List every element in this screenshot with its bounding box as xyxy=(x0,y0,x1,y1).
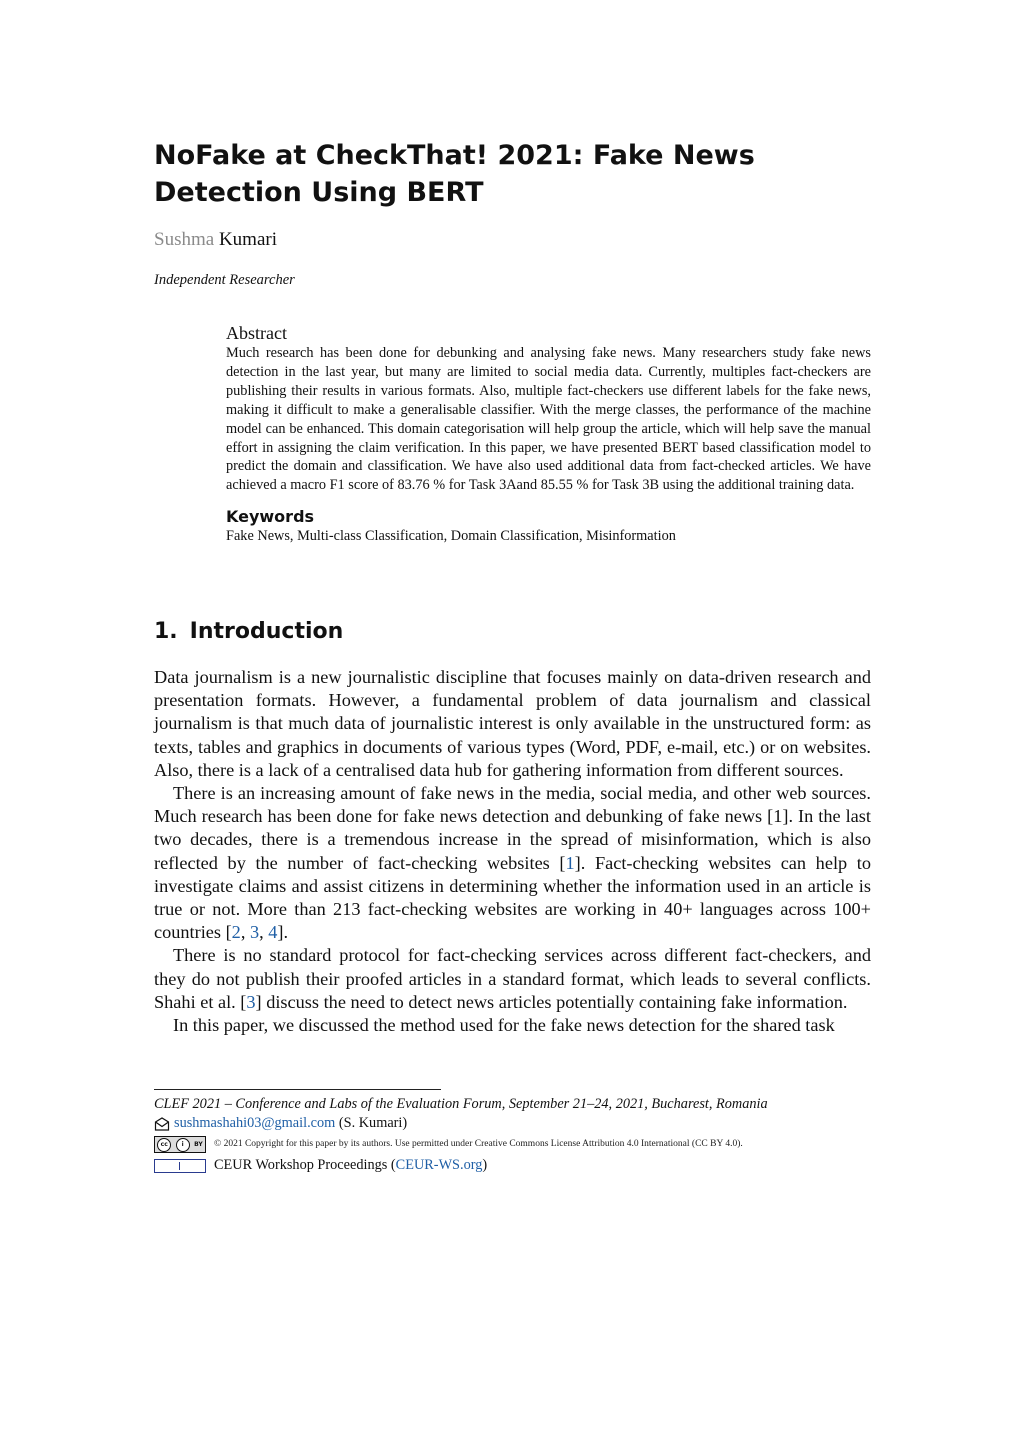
proceedings-paren-close: ) xyxy=(482,1157,488,1173)
affiliation: Independent Researcher xyxy=(154,272,295,288)
paragraph-2-text-b: ]. Fact-checking websites can help to investigate claims and assist citizens in determining whether the information used in an article is true or not. More than 213 fact-checking websites are working in 40+ languages across 100+ countries [ xyxy=(154,852,872,943)
paragraph-2 xyxy=(154,782,871,944)
email-row xyxy=(154,1114,874,1133)
proceedings-paren-open: ( xyxy=(390,1157,396,1173)
author-family-name: Kumari xyxy=(218,229,277,250)
paper-title: NoFake at CheckThat! 2021: Fake News Detection Using BERT xyxy=(154,140,755,208)
citation-link[interactable]: 3 xyxy=(246,991,256,1012)
citation-separator: , xyxy=(240,922,250,943)
citation-separator: , xyxy=(259,922,269,943)
paragraph-1: Data journalism is a new journalistic discipline that focuses mainly on data-driven research and presentation formats. However, a fundamental problem of data journalism and classical journalism is that much data of journalistic interest is only available in the unstructured form: as texts, tables and graphics in documents of various types (Word, PDF, e-mail, etc.) or on websites. Also, there is a lack of a centralised data hub for gathering information from different sources. xyxy=(154,667,871,780)
person-circle-icon: i xyxy=(176,1138,190,1152)
proceedings-row xyxy=(154,1156,874,1175)
paragraph-4: In this paper, we discussed the method used for the fake news detection for the shared task xyxy=(173,1015,835,1036)
paragraph-3 xyxy=(154,944,871,1014)
license-text: © 2021 Copyright for this paper by its authors. Use permitted under Creative Commons License Attribution 4.0 International (CC BY 4.0). xyxy=(214,1139,743,1149)
citation-link[interactable]: 2 xyxy=(231,922,241,943)
author-given-name: Sushma xyxy=(154,229,215,250)
abstract-section xyxy=(226,322,871,546)
section-number: 1. xyxy=(154,619,178,644)
paragraph-3-text-a: There is no standard protocol for fact-checking services across different fact-checkers, and they do not publish their proofed articles in a standard format, which leads to several conflicts. Shahi et al. [ xyxy=(154,945,871,1012)
citation-link[interactable]: 3 xyxy=(249,922,260,943)
proceedings-label: CEUR Workshop Proceedings xyxy=(214,1157,388,1173)
citation-link[interactable]: 1 xyxy=(565,852,575,873)
email-link[interactable]: sushmashahi03@gmail.com xyxy=(174,1115,336,1131)
cc-by-license-icon xyxy=(154,1136,206,1153)
license-row xyxy=(154,1135,874,1154)
cc-circle-icon: cc xyxy=(157,1138,171,1152)
section-heading-introduction xyxy=(154,619,343,644)
conference-note: CLEF 2021 – Conference and Labs of the Evaluation Forum, September 21–24, 2021, Bucharest, Romania xyxy=(154,1096,768,1112)
introduction-body xyxy=(154,666,871,1037)
abstract-text: Much research has been done for debunking and analysing fake news. Many researchers study fake news detection in the last year, but many are limited to social media data. Currently, multiples fact-checkers are publishing their results in various formats. Also, multiple fact-checkers use different labels for the fake news, making it difficult to make a generalisable classifier. With the merge classes, the performance of the machine model can be enhanced. This domain categorisation will help group the article, which will help save the manual effort in assigning the claim verification. In this paper, we have presented BERT based classification model to predict the domain and classification. We have also used additional data from fact-checked articles. We have achieved a macro F1 score of 83.76 % for Task 3Aand 85.55 % for Task 3B using the additional training data. xyxy=(226,345,871,494)
paragraph-3-text-b: ] discuss the need to detect news articles potentially containing fake information. xyxy=(255,991,848,1012)
ceur-ws-link[interactable]: CEUR-WS.org xyxy=(395,1157,483,1173)
footnotes xyxy=(154,1094,874,1175)
footnote-divider xyxy=(154,1089,441,1090)
paragraph-2-text-a: There is an increasing amount of fake news in the media, social media, and other web sources. Much research has been done for fake news detection and debunking of fake news [1]. In the last two decades, there is a tremendous increase in the spread of misinformation, which is also reflected by the number of fact-checking websites [ xyxy=(154,783,871,873)
citation-link[interactable]: 4 xyxy=(268,922,278,943)
email-owner: (S. Kumari) xyxy=(338,1115,408,1131)
cc-badge-label: BY xyxy=(194,1141,203,1148)
ceur-logo-icon xyxy=(154,1159,206,1173)
author-name xyxy=(154,229,277,251)
keywords-text: Fake News, Multi-class Classification, Domain Classification, Misinformation xyxy=(226,528,676,545)
keywords-heading: Keywords xyxy=(226,507,315,527)
paragraph-2-text-c: ]. xyxy=(277,922,289,943)
envelope-icon xyxy=(154,1117,170,1131)
section-title: Introduction xyxy=(189,619,344,644)
abstract-heading: Abstract xyxy=(226,323,287,343)
